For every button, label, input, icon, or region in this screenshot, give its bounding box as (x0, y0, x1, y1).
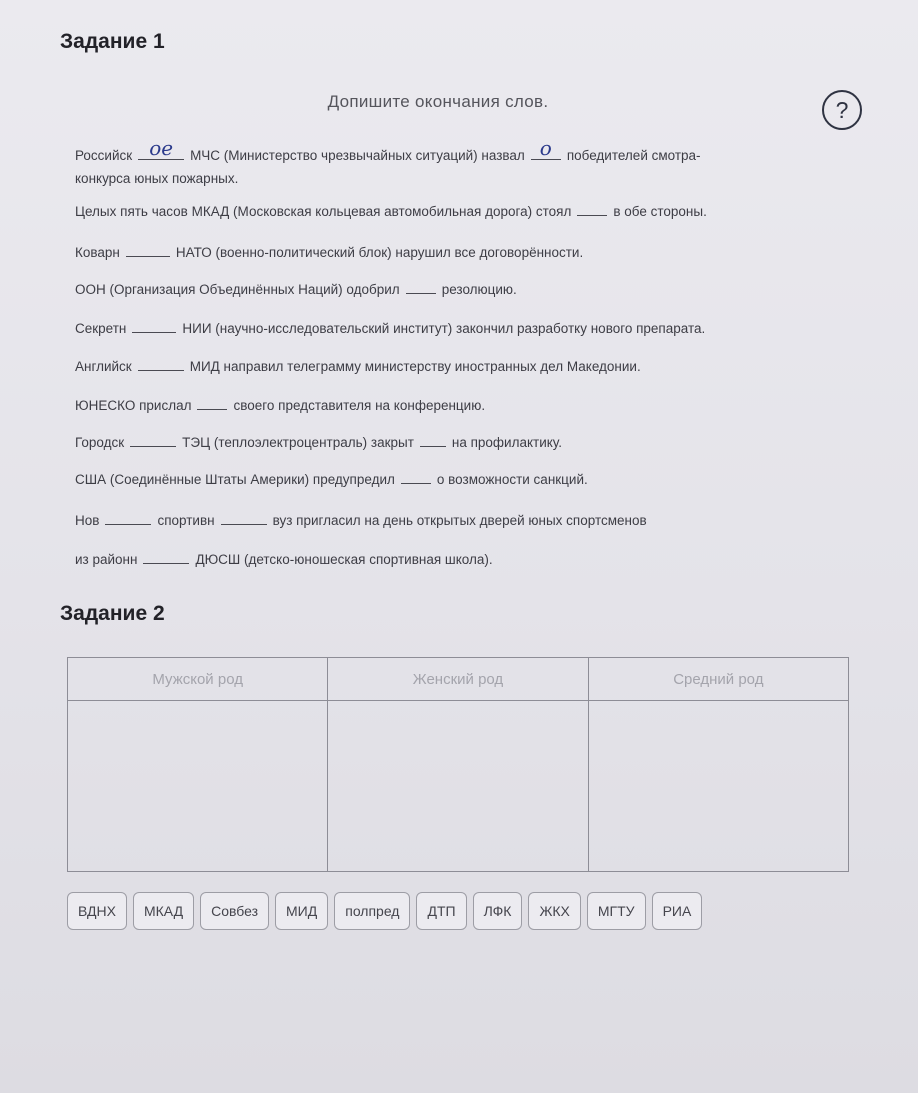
line-text: вуз пригласил на день открытых дверей юных спортсменов (272, 513, 647, 528)
line-text: НАТО (военно-политический блок) нарушил все договорённости. (175, 245, 584, 260)
drop-zone-masculine[interactable] (68, 701, 328, 872)
answer-blank[interactable] (132, 320, 176, 333)
line-text: США (Соединённые Штаты Америки) предупредил (75, 472, 395, 487)
line-text: МЧС (Министерство чрезвычайных ситуаций) назвал (190, 148, 525, 163)
answer-blank[interactable] (126, 244, 170, 257)
line-text: ООН (Организация Объединённых Наций) одобрил (75, 282, 400, 297)
line-text: спортивн (157, 513, 215, 528)
word-chip[interactable]: МКАД (133, 892, 194, 930)
answer-blank[interactable] (197, 397, 227, 410)
column-header-masculine: Мужской род (68, 658, 328, 701)
line-text: Городск (75, 435, 125, 450)
drop-zone-feminine[interactable] (328, 701, 588, 872)
exercise-line (75, 136, 701, 163)
word-chip[interactable]: полпред (334, 892, 410, 930)
line-text: резолюцию. (441, 282, 517, 297)
word-chip[interactable]: ЛФК (473, 892, 523, 930)
line-text: Секретн (75, 321, 127, 336)
line-text: своего представителя на конференцию. (233, 398, 486, 413)
task1-instruction: Допишите окончания слов. (327, 92, 549, 111)
line-text: победителей смотра- (566, 148, 701, 163)
column-header-feminine: Женский род (328, 658, 588, 701)
word-chip[interactable]: ВДНХ (67, 892, 127, 930)
answer-blank[interactable] (130, 434, 176, 447)
task2-heading: Задание 2 (60, 602, 165, 625)
word-chip[interactable]: МИД (275, 892, 328, 930)
answer-blank[interactable] (105, 512, 151, 525)
task1-heading: Задание 1 (60, 30, 165, 53)
word-chip[interactable]: РИА (652, 892, 703, 930)
exercise-line (75, 434, 562, 450)
answer-blank[interactable] (406, 281, 436, 294)
word-chip[interactable]: ДТП (416, 892, 466, 930)
exercise-line (75, 281, 517, 297)
line-text: из районн (75, 552, 138, 567)
exercise-line (75, 471, 588, 487)
word-chip[interactable]: Совбез (200, 892, 269, 930)
answer-blank[interactable] (143, 551, 189, 564)
drop-zone-neuter[interactable] (588, 701, 848, 872)
line-text: Коварн (75, 245, 120, 260)
exercise-line (75, 244, 583, 260)
answer-blank[interactable] (401, 471, 431, 484)
line-text: конкурса юных пожарных. (75, 171, 239, 186)
line-text: Целых пять часов МКАД (Московская кольцевая автомобильная дорога) стоял (75, 204, 572, 219)
line-text: Нов (75, 513, 100, 528)
help-icon[interactable]: ? (822, 90, 862, 130)
line-text: в обе стороны. (613, 204, 707, 219)
line-text: Российск (75, 148, 133, 163)
word-chip[interactable]: ЖКХ (528, 892, 580, 930)
answer-blank[interactable] (531, 136, 561, 160)
exercise-line (75, 551, 493, 567)
answer-blank[interactable] (577, 203, 607, 216)
answer-blank[interactable] (138, 136, 184, 160)
handwritten-answer: о (539, 136, 552, 160)
exercise-line (75, 171, 238, 186)
handwritten-answer: ое (149, 136, 174, 160)
line-text: ТЭЦ (теплоэлектроцентраль) закрыт (182, 435, 414, 450)
exercise-line (75, 203, 707, 219)
line-text: о возможности санкций. (436, 472, 588, 487)
column-header-neuter: Средний род (588, 658, 848, 701)
answer-blank[interactable] (221, 512, 267, 525)
exercise-line (75, 320, 705, 336)
gender-sort-table (67, 657, 849, 872)
answer-blank[interactable] (420, 434, 446, 447)
line-text: ДЮСШ (детско-юношеская спортивная школа). (195, 552, 493, 567)
answer-blank[interactable] (138, 358, 184, 371)
exercise-line (75, 358, 641, 374)
line-text: ЮНЕСКО прислал (75, 398, 192, 413)
line-text: на профилактику. (451, 435, 562, 450)
line-text: НИИ (научно-исследовательский институт) закончил разработку нового препарата. (182, 321, 706, 336)
line-text: Английск (75, 359, 132, 374)
word-chip-bank (67, 892, 702, 930)
line-text: МИД направил телеграмму министерству иностранных дел Македонии. (189, 359, 641, 374)
word-chip[interactable]: МГТУ (587, 892, 646, 930)
exercise-line (75, 512, 647, 528)
exercise-line (75, 397, 485, 413)
